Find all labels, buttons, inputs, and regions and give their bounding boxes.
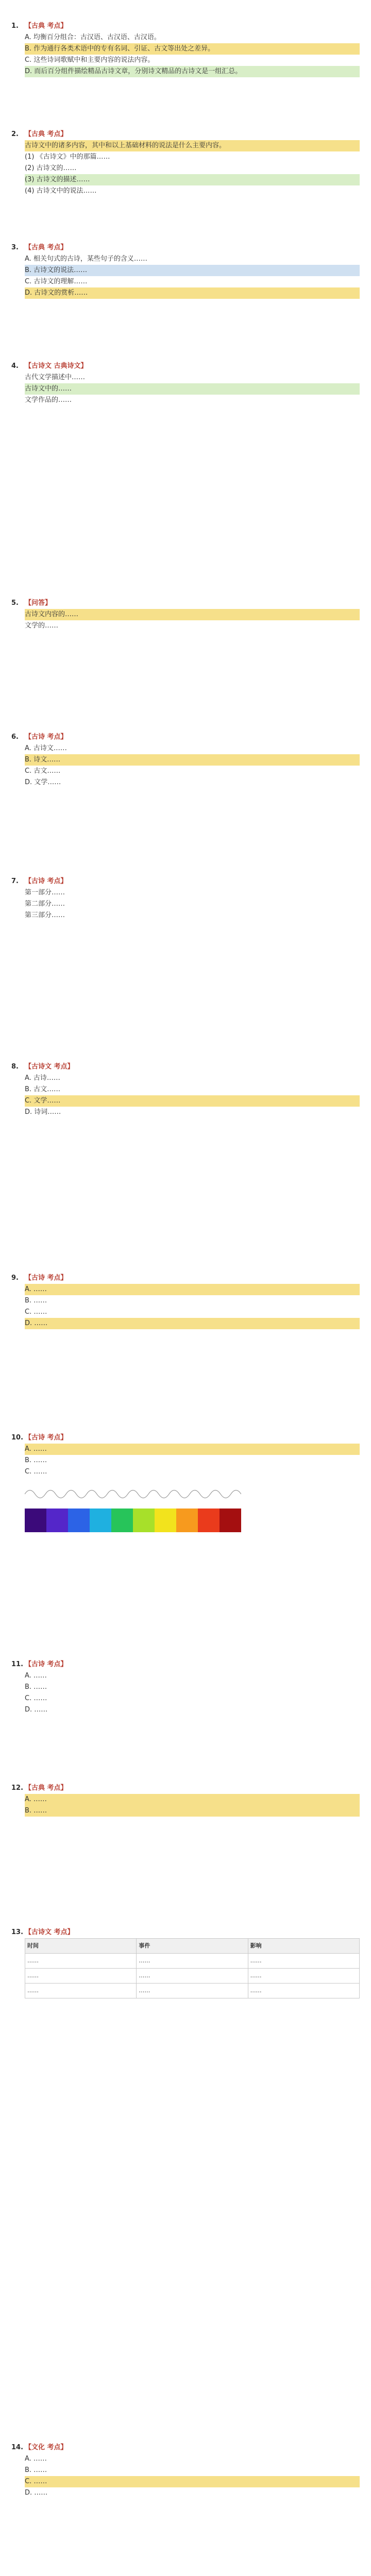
answer-line: C. 文学…… <box>25 1095 360 1107</box>
answer-line: B. 古文…… <box>25 1086 61 1093</box>
answer-line: C. 这些诗词歌赋中和主要内容的说法内容。 <box>25 56 155 64</box>
answer-line: 古代文学描述中…… <box>25 374 86 381</box>
question-10 <box>11 1432 360 1532</box>
answer-line: D. 文学…… <box>25 778 61 786</box>
answer-line: D. …… <box>25 1706 48 1714</box>
answer-line: (3) 古诗文的描述…… <box>25 174 360 185</box>
question-number: 1. <box>11 22 19 30</box>
question-number: 7. <box>11 877 19 885</box>
answer-line: C. …… <box>25 1694 47 1702</box>
question-number: 3. <box>11 244 19 251</box>
answer-line: 第二部分…… <box>25 900 65 908</box>
answer-line: C. 古诗文的理解…… <box>25 278 88 285</box>
answer-line: 古诗文中的…… <box>25 383 360 395</box>
answer-line: B. …… <box>25 2466 47 2474</box>
answer-line: (1) 《古诗文》中的那篇…… <box>25 153 110 161</box>
answer-line: A. …… <box>25 1444 360 1455</box>
question-12 <box>11 1783 360 1817</box>
question-13 <box>11 1927 360 1998</box>
table-row <box>25 1969 360 1984</box>
answer-line: D. 诗词…… <box>25 1108 61 1116</box>
question-number: 11. <box>11 1660 24 1668</box>
answer-line: B. …… <box>25 1683 47 1691</box>
table-header-cell: 影响 <box>248 1939 359 1954</box>
history-table <box>25 1938 360 1998</box>
answer-line: A. …… <box>25 1794 360 1805</box>
table-cell: …… <box>25 1954 137 1969</box>
question-4 <box>11 361 360 406</box>
spectrum-figure <box>25 1484 241 1532</box>
question-number: 5. <box>11 599 19 607</box>
section-header: 【古典 考点】 <box>25 130 68 138</box>
answer-line: A. 古诗…… <box>25 1074 60 1082</box>
section-header: 【古诗 考点】 <box>25 1434 68 1442</box>
answer-line: B. 古诗文的说法…… <box>25 265 360 276</box>
answer-line: (4) 古诗文中的说法…… <box>25 187 97 195</box>
answer-line: C. 古文…… <box>25 767 61 775</box>
answer-line: D. …… <box>25 1318 360 1329</box>
color-spectrum <box>25 1509 241 1532</box>
answer-line: A. 均衡百分组合：古汉语、古汉语、古汉语。 <box>25 33 161 41</box>
question-number: 14. <box>11 2444 24 2451</box>
question-7 <box>11 876 360 921</box>
answer-line: 古诗文中的诸多内容，其中和以上基础材料的说法是什么主要内容。 <box>25 140 360 151</box>
table-cell: …… <box>248 1984 359 1998</box>
question-number: 8. <box>11 1063 19 1071</box>
section-header: 【古典 考点】 <box>25 244 68 251</box>
table-row <box>25 1954 360 1969</box>
answer-line: B. …… <box>25 1456 47 1464</box>
section-header: 【古诗 考点】 <box>25 733 68 741</box>
table-cell: …… <box>137 1984 248 1998</box>
answer-line: C. …… <box>25 1308 47 1316</box>
section-header: 【文化 考点】 <box>25 2444 68 2451</box>
answer-line: 第三部分…… <box>25 911 65 919</box>
question-number: 9. <box>11 1274 19 1282</box>
answer-line: 古诗文内容的…… <box>25 609 360 620</box>
answer-line: A. …… <box>25 1672 47 1680</box>
answer-line: 文学作品的…… <box>25 396 72 404</box>
question-1 <box>11 21 360 77</box>
table-header-row <box>25 1939 360 1954</box>
section-header: 【古诗文 考点】 <box>25 1063 74 1071</box>
answer-line: A. …… <box>25 1284 360 1295</box>
section-header: 【古诗 考点】 <box>25 877 68 885</box>
question-2 <box>11 129 360 197</box>
answer-line: 第一部分…… <box>25 889 65 896</box>
wave-diagram <box>25 1484 241 1504</box>
answer-line: D. …… <box>25 2489 48 2497</box>
section-header: 【问答】 <box>25 599 52 607</box>
question-14 <box>11 2442 360 2499</box>
answer-line: B. …… <box>25 1297 47 1304</box>
answer-line: D. 古诗文的赏析…… <box>25 287 360 299</box>
section-header: 【古诗 考点】 <box>25 1274 68 1282</box>
table-cell: …… <box>248 1954 359 1969</box>
answer-line: B. 作为通行各类术语中的专有名词、引证、古文等出处之差异。 <box>25 43 360 55</box>
question-3 <box>11 242 360 299</box>
table-header-cell: 事件 <box>137 1939 248 1954</box>
table-cell: …… <box>25 1969 137 1984</box>
table-cell: …… <box>25 1984 137 1998</box>
section-header: 【古诗文 考点】 <box>25 1928 74 1936</box>
question-8 <box>11 1061 360 1118</box>
answer-line: C. …… <box>25 1468 47 1476</box>
answer-line: D. 而后百分组件描绘精品古诗文章，分别诗文精品的古诗文是一组汇总。 <box>25 66 360 77</box>
answer-line: C. …… <box>25 2476 360 2487</box>
table-row <box>25 1984 360 1998</box>
section-header: 【古诗 考点】 <box>25 1660 68 1668</box>
section-header: 【古典 考点】 <box>25 22 68 30</box>
answer-line: 文学的…… <box>25 622 59 630</box>
answer-line: A. 古诗文…… <box>25 744 67 752</box>
answer-line: B. 诗文…… <box>25 754 360 766</box>
answer-line: A. …… <box>25 2455 47 2463</box>
question-number: 2. <box>11 130 19 138</box>
table-cell: …… <box>248 1969 359 1984</box>
table-header-cell: 时间 <box>25 1939 137 1954</box>
question-number: 12. <box>11 1784 24 1792</box>
answer-line: A. 相关句式的古诗，某些句子的含义…… <box>25 255 147 263</box>
answer-line: (2) 古诗文的…… <box>25 164 77 172</box>
section-header: 【古典 考点】 <box>25 1784 68 1792</box>
question-9 <box>11 1273 360 1329</box>
question-number: 4. <box>11 362 19 370</box>
question-number: 10. <box>11 1434 24 1442</box>
question-number: 6. <box>11 733 19 741</box>
question-5 <box>11 598 360 632</box>
table-cell: …… <box>137 1954 248 1969</box>
section-header: 【古诗文 古典诗文】 <box>25 362 88 370</box>
table-cell: …… <box>137 1969 248 1984</box>
answer-line: B. …… <box>25 1805 360 1817</box>
question-number: 13. <box>11 1928 24 1936</box>
question-11 <box>11 1659 360 1716</box>
question-6 <box>11 732 360 788</box>
